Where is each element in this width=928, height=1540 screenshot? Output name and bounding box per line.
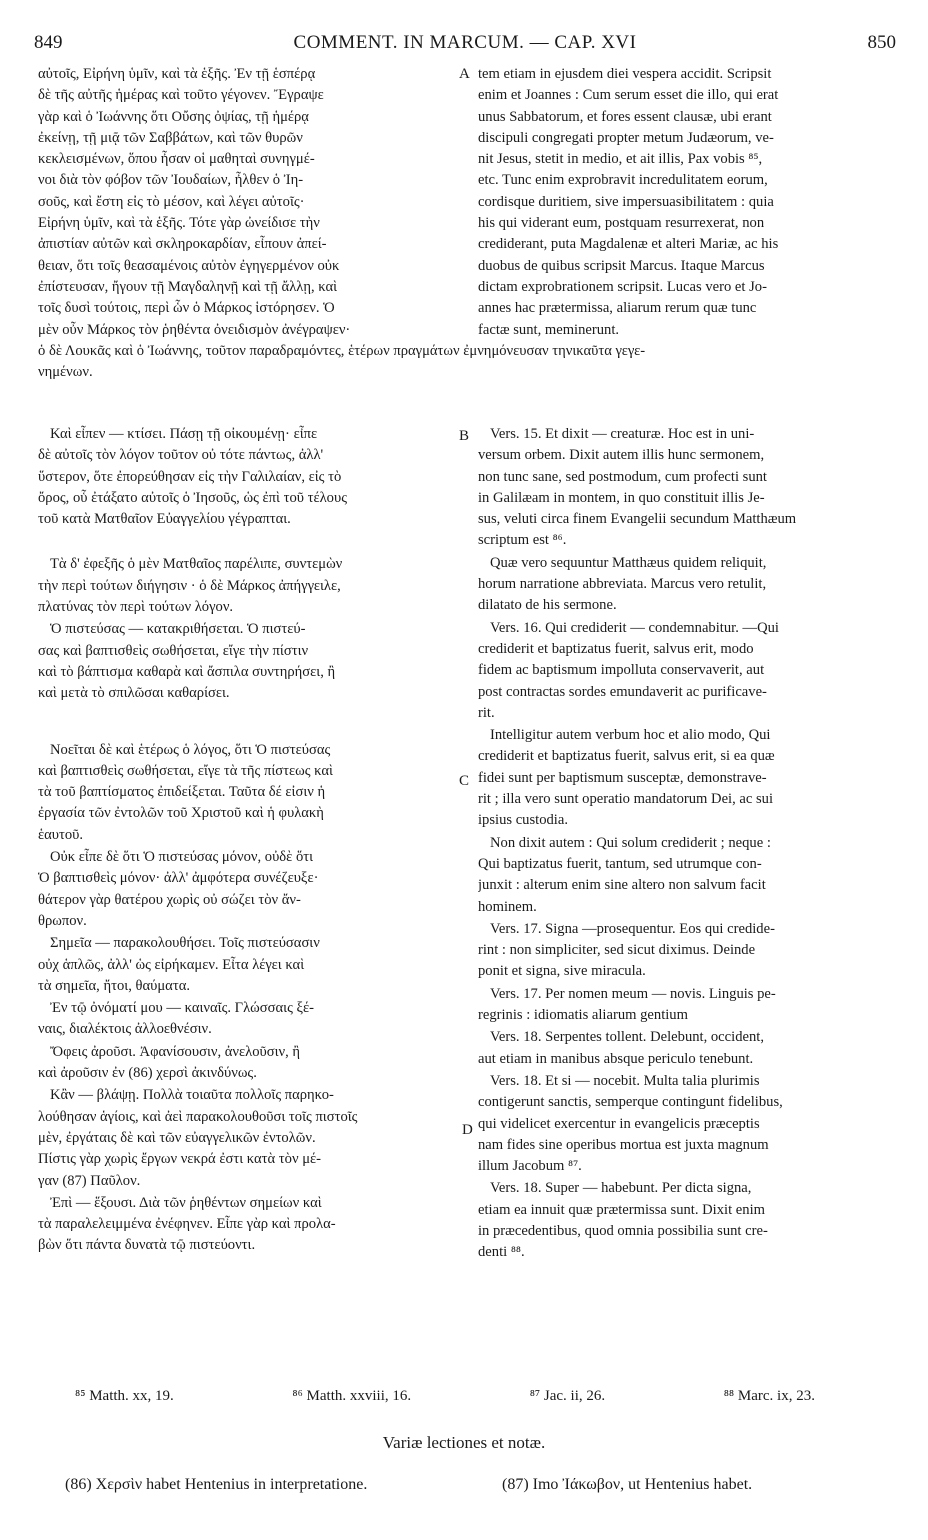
spanning-greek-line-end: νημένων.: [38, 364, 93, 380]
latin-line: Intelligitur autem verbum hoc et alio modo, Qui: [490, 727, 771, 744]
latin-line: contigerunt sanctis, semperque contingunt fidelibus,: [478, 1094, 783, 1111]
latin-line: Non dixit autem : Qui solum crediderit ; neque :: [490, 834, 771, 851]
greek-line: Ὁ βαπτισθεὶς μόνον· ἀλλ' ἀμφότερα συνέζευξε·: [38, 870, 319, 887]
greek-line: ἑαυτοῦ.: [38, 826, 84, 843]
latin-line: denti ⁸⁸.: [478, 1244, 525, 1261]
greek-line: Ὁ πιστεύσας — κατακριθήσεται. Ὁ πιστεύ-: [50, 621, 306, 638]
greek-line: καὶ τὸ βάπτισμα καθαρὰ καὶ ἄσπιλα συντηρήσει, ἢ: [38, 663, 336, 680]
latin-line: nit Jesus, stetit in medio, et ait illis, Pax vobis ⁸⁵,: [478, 151, 763, 168]
greek-line: σας καὶ βαπτισθεὶς σωθήσεται, εἴγε τὴν πίστιν: [38, 642, 309, 659]
greek-line: Τὰ δ' ἐφεξῆς ὁ μὲν Ματθαῖος παρέλιπε, συντεμὼν: [50, 556, 343, 573]
latin-line: etiam ea innuit quæ prætermissa sunt. Dixit enim: [478, 1201, 765, 1218]
greek-paragraph: [38, 847, 458, 932]
latin-line: ipsius custodia.: [478, 812, 568, 829]
greek-paragraph: [38, 554, 458, 618]
footnote-references: [75, 1388, 815, 1405]
latin-line: crediderit et baptizatus fuerit, salvus erit, modo: [478, 640, 754, 657]
latin-line: his qui viderant eum, postquam resurrexerat, non: [478, 215, 765, 232]
greek-line: τοῦ κατὰ Ματθαῖον Εὐαγγελίου γέγραπται.: [38, 511, 291, 528]
latin-line: Vers. 17. Signa —prosequentur. Eos qui credide-: [490, 920, 775, 937]
greek-line: θάτερον γὰρ θατέρου χωρὶς οὐ σώζει τὸν ἄν-: [38, 891, 301, 908]
greek-line: Ἐν τῷ ὀνόματί μου — καιναῖς. Γλώσσαις ξέ-: [50, 1000, 315, 1017]
latin-line: factæ sunt, meminerunt.: [478, 321, 620, 338]
greek-line: δὲ αὐτοῖς τὸν λόγον τοῦτον οὐ τότε πάντως, ἀλλ': [38, 447, 324, 464]
latin-paragraph: [478, 424, 890, 552]
latin-line: ponit et signa, sive miracula.: [478, 963, 646, 980]
greek-paragraph: [38, 1193, 458, 1257]
top-latin-column: [478, 64, 890, 341]
spanning-greek-line: ὁ δὲ Λουκᾶς καὶ ὁ Ἰωάννης, τοῦτον παραδραμόντες, ἑτέρων πραγμάτων ἐμνημόνευσαν τηνικαῦτα γεγε-: [38, 343, 646, 359]
greek-line: Ὄφεις ἀροῦσι. Ἀφανίσουσιν, ἀνελοῦσιν, ἢ: [50, 1043, 301, 1060]
latin-line: discipuli congregati propter metum Judæorum, ve-: [478, 129, 774, 146]
latin-line: horum narratione abbreviata. Marcus vero retulit,: [478, 576, 767, 593]
latin-line: qui videlicet exercentur in evangelicis præceptis: [478, 1115, 760, 1132]
latin-line: fidei sunt per baptismum susceptæ, demonstrave-: [478, 769, 767, 786]
latin-paragraph: [478, 1027, 890, 1070]
greek-line: τὴν περὶ τούτων διήγησιν · ὁ δὲ Μάρκος ἀπήγγειλε,: [38, 577, 341, 594]
latin-line: annes hac prætermissa, aliarum rerum quæ tunc: [478, 300, 757, 317]
latin-paragraph: [478, 833, 890, 918]
greek-line: ὕστερον, ὅτε ἐπορεύθησαν εἰς τὴν Γαλιλαίαν, εἰς τὸ: [38, 468, 342, 485]
latin-line: hominem.: [478, 898, 537, 915]
latin-line: in Galilæam in montem, in quo constituit illis Je-: [478, 489, 765, 506]
greek-line: πλατύνας τὸν περὶ τούτων λόγον.: [38, 599, 234, 616]
greek-line: μὲν οὖν Μάρκος τὸν ῥηθέντα ὀνειδισμὸν ἀνέγραψεν·: [38, 321, 351, 338]
greek-line: καὶ ἀροῦσιν ἐν (86) χερσὶ ἀκινδύνως.: [38, 1065, 257, 1082]
greek-line: Οὐκ εἶπε δὲ ὅτι Ὁ πιστεύσας μόνον, οὐδὲ ὅτι: [50, 849, 314, 866]
greek-line: γαν (87) Παῦλον.: [38, 1172, 141, 1189]
greek-line: γὰρ καὶ ὁ Ἰωάννης ὅτι Οὔσης ὀψίας, τῇ ἡμέρᾳ: [38, 108, 309, 125]
latin-line: Vers. 18. Serpentes tollent. Delebunt, occident,: [490, 1029, 764, 1046]
latin-line: rit ; illa vero sunt operatio mandatorum Dei, ac sui: [478, 791, 774, 808]
variae-lectiones-heading: Variæ lectiones et notæ.: [382, 1433, 546, 1452]
greek-line: οὐχ ἁπλῶς, ἀλλ' ὡς εἰρήκαμεν. Εἶτα λέγει καὶ: [38, 956, 305, 973]
latin-line: Vers. 18. Et si — nocebit. Multa talia plurimis: [490, 1072, 760, 1089]
greek-line: Πίστις γὰρ χωρὶς ἔργων νεκρά ἐστι κατὰ τὸν μέ-: [38, 1151, 322, 1168]
greek-line: μὲν, ἐργάταις δὲ καὶ τῶν εὐαγγελικῶν ἐντολῶν.: [38, 1129, 316, 1146]
latin-line: Vers. 15. Et dixit — creaturæ. Hoc est in uni-: [490, 426, 755, 442]
latin-line: Vers. 18. Super — habebunt. Per dicta signa,: [490, 1180, 752, 1197]
margin-marker-c: C: [459, 773, 470, 789]
latin-line: versum orbem. Dixit autem illis hunc sermonem,: [478, 447, 765, 464]
page-number-right: 850: [867, 32, 896, 53]
greek-line: τὰ τοῦ βαπτίσματος ἐπιδείξεται. Ταῦτα δέ εἰσιν ἡ: [38, 784, 326, 801]
latin-line: Qui baptizatus fuerit, tantum, sed utrumque con-: [478, 855, 762, 872]
greek-paragraph: [38, 424, 458, 530]
page-number-left: 849: [34, 32, 63, 53]
greek-line: καὶ μετὰ τὸ σπιλῶσαι καθαρίσει.: [38, 685, 230, 702]
latin-line: non tunc sane, sed postmodum, cum profecti sunt: [478, 468, 767, 485]
greek-line: θειαν, ὅτι τοῖς θεασαμένοις αὐτὸν ἐγηγερμένον οὐκ: [38, 257, 340, 274]
greek-line: τὰ παραλελειμμένα ἐνέφηνεν. Εἶπε γὰρ καὶ προλα-: [38, 1216, 336, 1233]
greek-paragraph: [38, 1042, 458, 1085]
variant-note-86: (86) Χερσὶν habet Hentenius in interpretatione.: [65, 1476, 368, 1493]
latin-line: Vers. 17. Per nomen meum — novis. Linguis pe-: [490, 985, 776, 1002]
greek-paragraph: [38, 933, 458, 997]
greek-line: ναις, διαλέκτοις ἀλλοεθνέσιν.: [38, 1021, 212, 1038]
greek-line: τοῖς δυσὶ τούτοις, περὶ ὧν ὁ Μάρκος ἱστόρησεν. Ὁ: [38, 300, 335, 317]
greek-commentary-column: [38, 424, 458, 1257]
margin-marker-d: D: [462, 1122, 473, 1138]
latin-line: junxit : alterum enim sine altero non salvum facit: [478, 877, 766, 894]
greek-line: καὶ βαπτισθεὶς σωθήσεται, εἴγε τὰ τῆς πίστεως καὶ: [38, 762, 333, 779]
greek-paragraph: [38, 619, 458, 704]
latin-paragraph: [478, 618, 890, 724]
greek-line: νοι διὰ τὸν φόβον τῶν Ἰουδαίων, ἦλθεν ὁ Ἰη-: [38, 172, 304, 189]
top-greek-column: [38, 64, 458, 341]
latin-line: dilatato de his sermone.: [478, 597, 617, 614]
latin-paragraph: [478, 553, 890, 617]
greek-line: ἐπίστευσαν, ἤγουν τῇ Μαγδαληνῇ καὶ τῇ ἄλλῃ, καὶ: [38, 278, 338, 295]
latin-line: sus, veluti circa finem Evangelii secundum Matthæum: [478, 511, 797, 528]
greek-line: Νοεῖται δὲ καὶ ἑτέρως ὁ λόγος, ὅτι Ὁ πιστεύσας: [50, 741, 331, 758]
latin-line: crediderit et baptizatus fuerit, salvus erit, si ea quæ: [478, 748, 775, 765]
greek-line: Σημεῖα — παρακολουθήσει. Τοῖς πιστεύσασιν: [50, 935, 320, 952]
latin-line: Vers. 16. Qui crediderit — condemnabitur. —Qui: [490, 619, 779, 636]
greek-line: αὐτοῖς, Εἰρήνη ὑμῖν, καὶ τὰ ἑξῆς. Ἐν τῇ ἑσπέρᾳ: [38, 66, 316, 82]
greek-line: τὰ σημεῖα, ἤτοι, θαύματα.: [38, 977, 190, 994]
latin-line: crediderant, puta Magdalenæ et alteri Mariæ, ac his: [478, 236, 779, 253]
greek-line: ἐκείνῃ, τῇ μιᾷ τῶν Σαββάτων, καὶ τῶν θυρῶν: [38, 129, 303, 146]
running-header: [34, 32, 896, 56]
latin-line: illum Jacobum ⁸⁷.: [478, 1158, 582, 1175]
footnote-85: ⁸⁵ Matth. xx, 19.: [75, 1388, 174, 1404]
greek-line: Ἐπὶ — ἕξουσι. Διὰ τῶν ῥηθέντων σημείων καὶ: [50, 1194, 322, 1211]
footnote-87: ⁸⁷ Jac. ii, 26.: [529, 1388, 606, 1404]
greek-line: ἐργασία τῶν ἐντολῶν τοῦ Χριστοῦ καὶ ἡ φυλακὴ: [38, 805, 324, 822]
margin-marker-b: B: [459, 428, 470, 444]
latin-line: scriptum est ⁸⁶.: [478, 532, 567, 549]
footnote-88: ⁸⁸ Marc. ix, 23.: [723, 1388, 815, 1404]
latin-line: regrinis : idiomatis aliarum gentium: [478, 1007, 688, 1024]
greek-line: βὼν ὅτι πάντα δυνατὰ τῷ πιστεύοντι.: [38, 1237, 256, 1254]
latin-line: tem etiam in ejusdem diei vespera accidit. Scripsit: [478, 66, 772, 82]
greek-line: θρωπον.: [38, 912, 87, 929]
greek-line: ὄρος, οὗ ἐτάξατο αὐτοῖς ὁ Ἰησοῦς, ὡς ἐπὶ τοῦ τέλους: [38, 489, 347, 506]
latin-paragraph: [478, 1071, 890, 1177]
variant-note-87: (87) Imo Ἰάκωβον, ut Hentenius habet.: [502, 1476, 753, 1493]
latin-line: duobus de quibus scripsit Marcus. Itaque Marcus: [478, 257, 765, 274]
greek-line: δὲ τῆς αὐτῆς ἡμέρας καὶ τοῦτο γέγονεν. Ἔγραψε: [38, 87, 324, 104]
latin-line: rit.: [478, 704, 495, 721]
greek-line: Καὶ εἶπεν — κτίσει. Πάσῃ τῇ οἰκουμένῃ· εἶπε: [50, 426, 318, 442]
latin-line: in præcedentibus, quod omnia possibilia sunt cre-: [478, 1222, 768, 1239]
latin-line: rint : non simpliciter, sed sicut diximus. Deinde: [478, 942, 756, 959]
latin-line: enim et Joannes : Cum serum esset die illo, qui erat: [478, 87, 779, 104]
latin-commentary-column: [478, 424, 890, 1264]
greek-line: Κἂν — βλάψῃ. Πολλὰ τοιαῦτα πολλοῖς παρηκο-: [50, 1087, 334, 1104]
greek-line: λούθησαν ἁγίοις, καὶ ἀεὶ παρακολουθοῦσι τοῖς πιστοῖς: [38, 1108, 358, 1125]
running-title: COMMENT. IN MARCUM. — CAP. XVI: [293, 32, 637, 53]
greek-paragraph: [38, 740, 458, 846]
latin-line: cordisque duritiem, sive impersuasibilitatem : quia: [478, 193, 774, 210]
greek-line: κεκλεισμένων, ὅπου ἦσαν οἱ μαθηταὶ συνηγμέ-: [38, 151, 315, 168]
greek-line: σοῦς, καὶ ἔστη εἰς τὸ μέσον, καὶ λέγει αὐτοῖς·: [38, 193, 305, 210]
latin-paragraph: [478, 725, 890, 831]
latin-line: unus Sabbatorum, et fores essent clausæ, ubi erant: [478, 108, 772, 125]
footnote-86: ⁸⁶ Matth. xxviii, 16.: [292, 1388, 412, 1404]
greek-line: ἀπιστίαν αὐτῶν καὶ σκληροκαρδίαν, εἶπουν ἀπεί-: [38, 236, 327, 253]
greek-line: Εἰρήνη ὑμῖν, καὶ τὰ ἑξῆς. Τότε γὰρ ὠνείδισε τὴν: [38, 215, 320, 232]
latin-line: aut etiam in manibus absque periculo tenebunt.: [478, 1050, 754, 1067]
latin-line: dictam exprobrationem scripsit. Lucas vero et Jo-: [478, 278, 767, 295]
latin-paragraph: [478, 919, 890, 983]
latin-line: Quæ vero sequuntur Matthæus quidem reliquit,: [490, 554, 767, 571]
latin-line: etc. Tunc enim exprobravit incredulitatem eorum,: [478, 172, 768, 189]
latin-paragraph: [478, 1178, 890, 1263]
greek-paragraph: [38, 1085, 458, 1191]
latin-line: nam fides sine operibus mortua est juxta magnum: [478, 1136, 769, 1153]
greek-paragraph: [38, 998, 458, 1041]
latin-line: fidem ac baptismum impolluta conservaverit, aut: [478, 662, 765, 679]
latin-paragraph: [478, 984, 890, 1027]
margin-marker-a: A: [459, 66, 470, 82]
latin-line: post contractas sordes emundaverit ac purificave-: [478, 683, 767, 700]
